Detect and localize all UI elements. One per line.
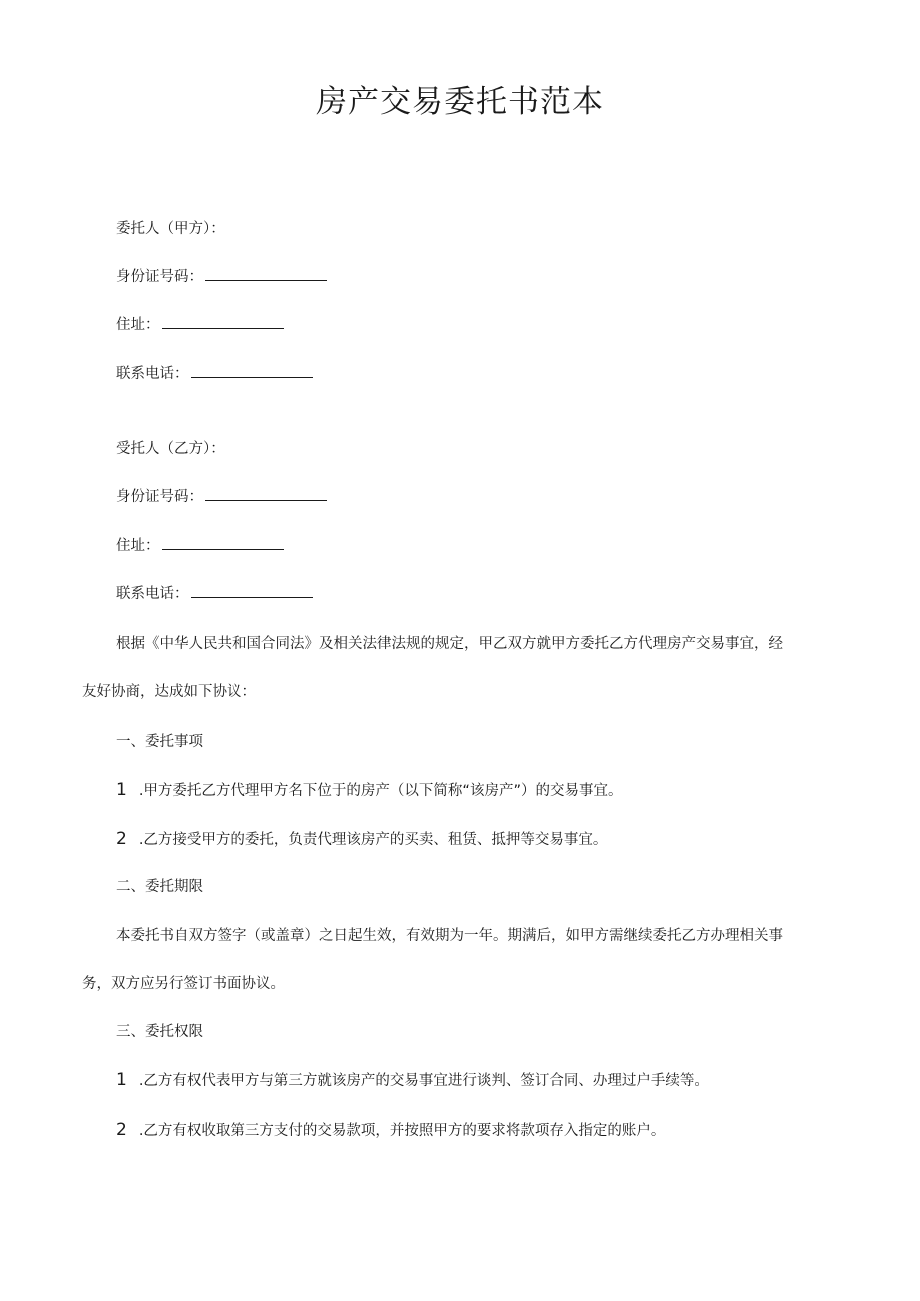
party-a-phone-blank[interactable] (191, 365, 313, 378)
item-number: 1 (116, 1070, 127, 1090)
party-b-id-blank[interactable] (205, 488, 327, 501)
party-b-phone-label: 联系电话： (116, 586, 189, 602)
party-a-phone-label: 联系电话： (116, 366, 189, 382)
party-a-phone-line (116, 364, 313, 384)
item-number: 2 (116, 829, 127, 849)
section-3-item (116, 1070, 709, 1091)
party-a-address-blank[interactable] (162, 316, 284, 329)
item-text: .乙方接受甲方的委托，负责代理该房产的买卖、租赁、抵押等交易事宜。 (138, 832, 608, 848)
section-2-line-2: 务，双方应另行签订书面协议。 (82, 976, 285, 992)
section-2-heading: 二、委托期限 (116, 879, 203, 895)
party-a-address-line (116, 315, 284, 335)
party-b-id-label: 身份证号码： (116, 489, 203, 505)
section-1-item (116, 780, 622, 801)
section-1-heading: 一、委托事项 (116, 734, 203, 750)
document-title: 房产交易委托书范本 (316, 84, 604, 120)
item-number: 2 (116, 1120, 127, 1140)
section-2-line-1: 本委托书自双方签字（或盖章）之日起生效，有效期为一年。期满后，如甲方需继续委托乙方办理相关事 (116, 928, 783, 944)
section-3-item (116, 1120, 665, 1141)
item-text: .乙方有权收取第三方支付的交易款项，并按照甲方的要求将款项存入指定的账户。 (138, 1123, 666, 1139)
party-b-id-line (116, 487, 327, 507)
preamble-line-1: 根据《中华人民共和国合同法》及相关法律法规的规定，甲乙双方就甲方委托乙方代理房产交易事宜，经 (116, 636, 783, 652)
item-number: 1 (116, 780, 127, 800)
section-1-item (116, 829, 607, 850)
party-b-phone-blank[interactable] (191, 585, 313, 598)
party-a-heading: 委托人（甲方）： (116, 221, 225, 237)
party-a-id-label: 身份证号码： (116, 269, 203, 285)
item-text: .乙方有权代表甲方与第三方就该房产的交易事宜进行谈判、签订合同、办理过户手续等。 (138, 1073, 709, 1089)
party-a-id-blank[interactable] (205, 268, 327, 281)
item-text: .甲方委托乙方代理甲方名下位于的房产（以下简称“该房产”）的交易事宜。 (138, 783, 623, 799)
section-3-heading: 三、委托权限 (116, 1024, 203, 1040)
party-b-address-line (116, 536, 284, 556)
party-a-id-line (116, 267, 327, 287)
party-b-heading: 受托人（乙方）： (116, 441, 225, 457)
party-b-address-label: 住址： (116, 538, 160, 554)
party-b-address-blank[interactable] (162, 537, 284, 550)
preamble-line-2: 友好协商，达成如下协议： (82, 684, 256, 700)
party-a-address-label: 住址： (116, 317, 160, 333)
party-b-phone-line (116, 584, 313, 604)
